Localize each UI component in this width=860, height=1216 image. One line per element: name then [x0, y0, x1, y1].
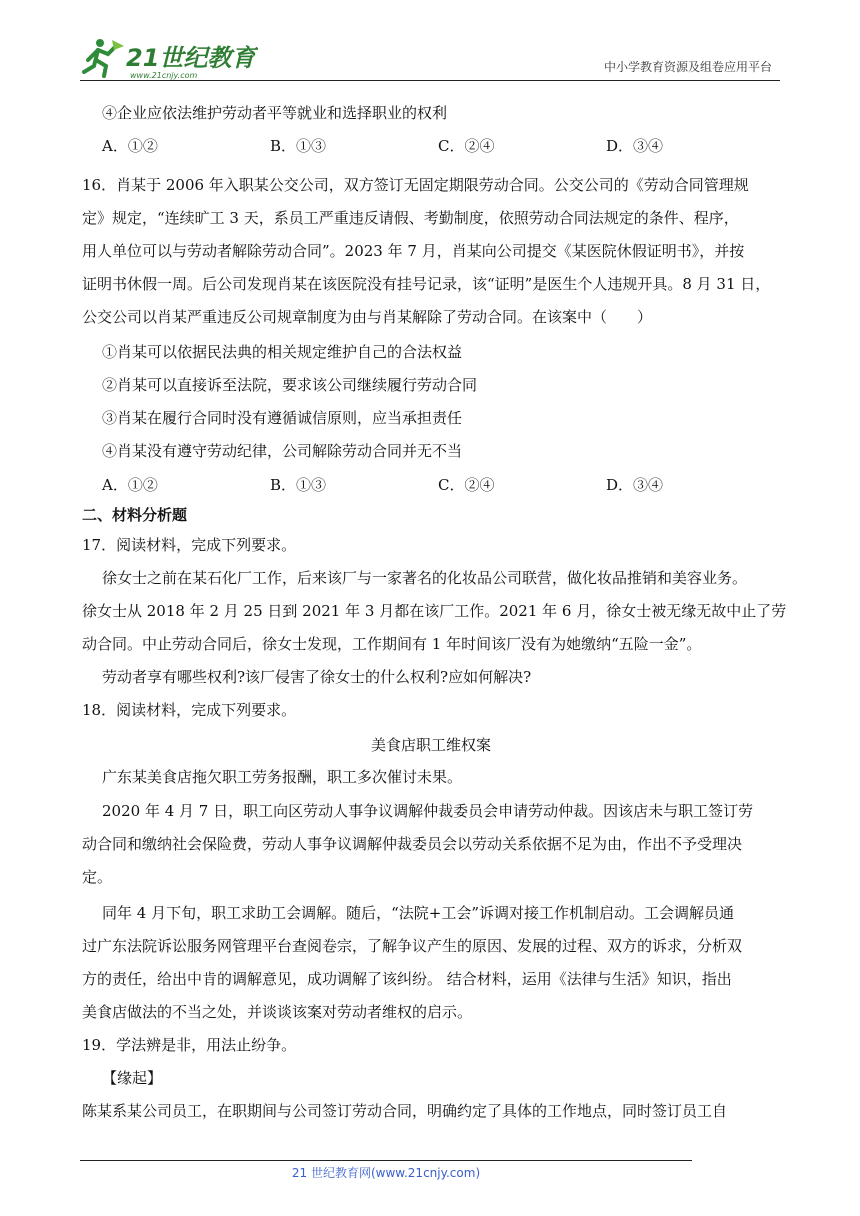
q18-line-5: 同年 4 月下旬，职工求助工会调解。随后，“法院+工会”诉调对接工作机制启动。工会调解员通	[102, 904, 734, 922]
q17-title: 17．阅读材料，完成下列要求。	[82, 536, 297, 554]
svg-text:www.21cnjy.com: www.21cnjy.com	[130, 71, 198, 80]
q16-option-c: C．②④	[438, 476, 495, 494]
q19-line-1: 陈某系某公司员工，在职期间与公司签订劳动合同，明确约定了具体的工作地点，同时签订员工自	[82, 1102, 728, 1120]
q16-line-3: 用人单位可以与劳动者解除劳动合同”。2023 年 7 月，肖某向公司提交《某医院休假证明书》，并按	[82, 242, 745, 260]
q17-question: 劳动者享有哪些权利?该厂侵害了徐女士的什么权利?应如何解决?	[102, 668, 532, 686]
q15-item-4: ④企业应依法维护劳动者平等就业和选择职业的权利	[102, 104, 448, 122]
q18-line-4: 定。	[82, 868, 113, 886]
q18-line-2: 2020 年 4 月 7 日，职工向区劳动人事争议调解仲裁委员会申请劳动仲裁。因该店未与职工签订劳	[102, 802, 754, 820]
q17-line-1: 徐女士之前在某石化厂工作，后来该厂与一家著名的化妆品公司联营，做化妆品推销和美容业务。	[102, 569, 748, 587]
q15-option-b: B．①③	[270, 137, 327, 155]
header-divider	[80, 80, 780, 81]
q16-option-d: D．③④	[606, 476, 664, 494]
q16-item-1: ①肖某可以依据民法典的相关规定维护自己的合法权益	[102, 343, 463, 361]
q18-line-3: 动合同和缴纳社会保险费，劳动人事争议调解仲裁委员会以劳动关系依据不足为由，作出不予受理决	[82, 835, 743, 853]
q18-line-7: 方的责任，给出中肯的调解意见，成功调解了该纠纷。 结合材料，运用《法律与生活》知识，指出	[82, 970, 732, 988]
svg-text:21世纪教育: 21世纪教育	[126, 44, 256, 72]
q19-title: 19．学法辨是非，用法止纷争。	[82, 1036, 297, 1054]
q15-option-c: C．②④	[438, 137, 495, 155]
q16-option-b: B．①③	[270, 476, 327, 494]
q18-title: 18．阅读材料，完成下列要求。	[82, 701, 297, 719]
footer-site-link[interactable]: 21 世纪教育网(www.21cnjy.com)	[291, 1166, 481, 1180]
q15-option-d: D．③④	[606, 137, 664, 155]
site-logo	[78, 36, 258, 80]
page-header	[78, 30, 780, 82]
q16-item-3: ③肖某在履行合同时没有遵循诚信原则，应当承担责任	[102, 409, 463, 427]
q18-material-title: 美食店职工维权案	[370, 736, 491, 754]
q17-line-2: 徐女士从 2018 年 2 月 25 日到 2021 年 3 月都在该厂工作。2021 年 6 月，徐女士被无缘无故中止了劳	[82, 602, 787, 620]
q16-line-5: 公交公司以肖某严重违反公司规章制度为由与肖某解除了劳动合同。在该案中（ ）	[82, 308, 653, 326]
q16-line-1: 16．肖某于 2006 年入职某公交公司，双方签订无固定期限劳动合同。公交公司的《劳动合同管理规	[82, 176, 749, 194]
platform-name: 中小学教育资源及组卷应用平台	[603, 60, 772, 74]
q16-item-4: ④肖某没有遵守劳动纪律，公司解除劳动合同并无不当	[102, 442, 463, 460]
q16-item-2: ②肖某可以直接诉至法院，要求该公司继续履行劳动合同	[102, 376, 478, 394]
q15-option-a: A．①②	[102, 137, 158, 155]
footer-divider	[80, 1160, 692, 1161]
q16-line-4: 证明书休假一周。后公司发现肖某在该医院没有挂号记录，该“证明”是医生个人违规开具。8 月 31 日，	[82, 275, 771, 293]
q16-line-2: 定》规定，“连续旷工 3 天，系员工严重违反请假、考勤制度，依照劳动合同法规定的条件、程序，	[82, 209, 739, 227]
q18-line-1: 广东某美食店拖欠职工劳务报酬，职工多次催讨未果。	[102, 768, 463, 786]
q16-option-a: A．①②	[102, 476, 158, 494]
section-heading: 二、材料分析题	[82, 506, 188, 524]
q17-line-3: 动合同。中止劳动合同后，徐女士发现，工作期间有 1 年时间该厂没有为她缴纳“五险一金”。	[82, 635, 702, 653]
q18-line-8: 美食店做法的不当之处，并谈谈该案对劳动者维权的启示。	[82, 1003, 473, 1021]
q19-origin-heading: 【缘起】	[102, 1069, 163, 1087]
q18-line-6: 过广东法院诉讼服务网管理平台查阅卷宗，了解争议产生的原因、发展的过程、双方的诉求，分析双	[82, 937, 743, 955]
